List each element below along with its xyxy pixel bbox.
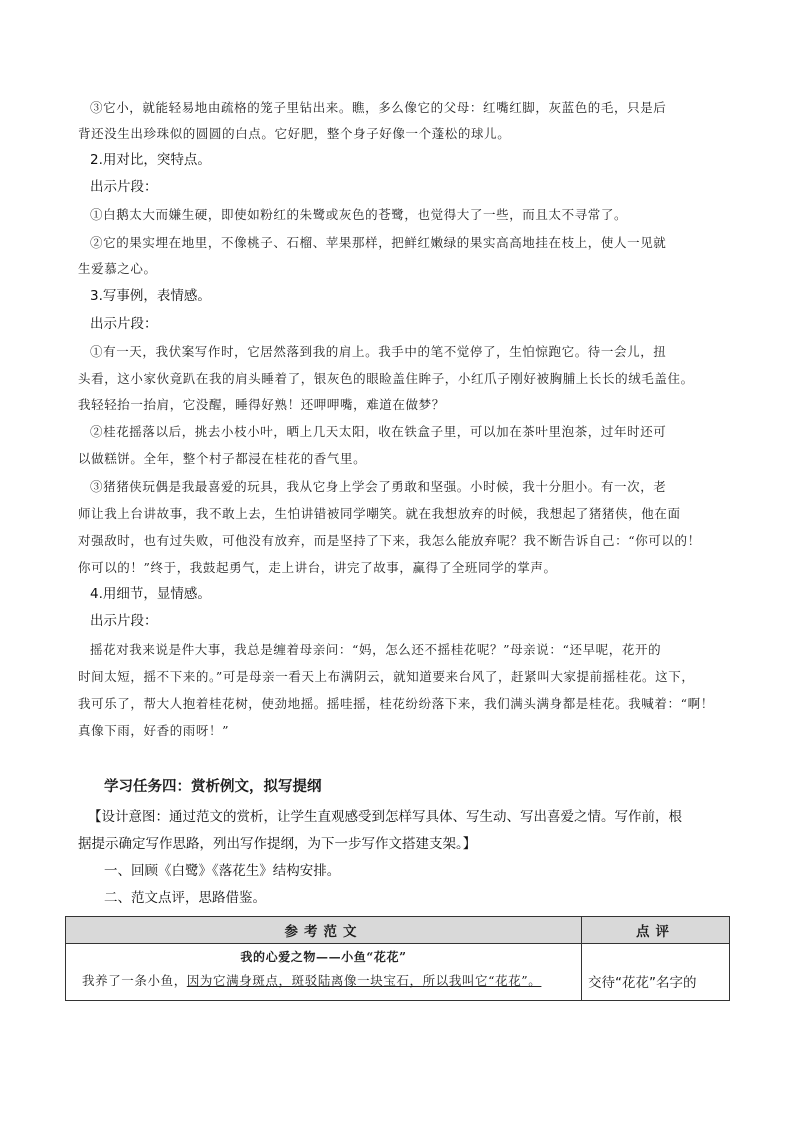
header-comment: 点评: [582, 917, 730, 944]
paragraph-line: 你可以的！”终于，我鼓起勇气，走上讲台，讲完了故事，赢得了全班同学的掌声。: [78, 560, 557, 575]
paragraph-line: 我可乐了，帮大人抱着桂花树，使劲地摇。摇哇摇，桂花纷纷落下来，我们满头满身都是桂花。我喊着：“啊！: [78, 696, 714, 711]
design-intent-line: 【设计意图：通过范文的赏析，让学生直观感受到怎样写具体、写生动、写出喜爱之情。写作前，根: [88, 809, 682, 825]
story-text: 我养了一条小鱼，: [82, 973, 187, 988]
show-fragment-label: 出示片段：: [90, 316, 158, 332]
design-intent-line: 据提示确定写作思路，列出写作提纲，为下一步写作文搭建支架。】: [78, 836, 477, 852]
paragraph-line: ②桂花摇落以后，挑去小枝小叶，晒上几天太阳，收在铁盒子里，可以加在茶叶里泡茶，过年时还可: [90, 424, 667, 439]
paragraph-line: 摇花对我来说是件大事，我总是缠着母亲问：“妈，怎么还不摇桂花呢？”母亲说：“还早呢，花开的: [90, 642, 662, 657]
header-reference-text: 参考范文: [66, 917, 582, 944]
paragraph-line: 对强敌时，也有过失败，可他没有放弃，而是坚持了下来，我怎么能放弃呢？我不断告诉自己：“你可以的！: [78, 533, 701, 548]
paragraph-line: ②它的果实埋在地里，不像桃子、石榴、苹果那样，把鲜红嫩绿的果实高高地挂在枝上，使人一见就: [90, 235, 667, 250]
paragraph-line: ③猪猪侠玩偶是我最喜爱的玩具，我从它身上学会了勇敢和坚强。小时候，我十分胆小。有一次，老: [90, 479, 667, 494]
paragraph-line: ①白鹅太大而嫌生硬，即使如粉红的朱鹭或灰色的苍鹭，也觉得大了一些，而且太不寻常了。: [90, 207, 628, 222]
section-heading: 2.用对比，突特点。: [90, 152, 211, 168]
paragraph-line: 真像下雨，好香的雨呀！”: [78, 723, 230, 738]
paragraph-line: 时间太短，摇不下来的。”可是母亲一看天上布满阴云，就知道要来台风了，赶紧叫大家提前摇桂花。这下，: [78, 669, 695, 684]
reference-table: [65, 916, 730, 1001]
show-fragment-label: 出示片段：: [90, 179, 158, 195]
story-underlined-text: 因为它满身斑点，斑驳陆离像一块宝石，所以我叫它“花花”。: [186, 973, 542, 988]
comment-cell: [582, 944, 730, 1001]
paragraph-line: ①有一天，我伏案写作时，它居然落到我的肩上。我手中的笔不觉停了，生怕惊跑它。待一会儿，扭: [90, 344, 667, 359]
section-heading: 4.用细节，显情感。: [90, 586, 211, 602]
task-item: 一、回顾《白鹭》《落花生》结构安排。: [104, 863, 341, 879]
story-title: 我的心爱之物——小鱼“花花”: [240, 950, 407, 964]
table-row: [66, 944, 730, 1001]
paragraph-line: 背还没生出珍珠似的圆圆的白点。它好肥，整个身子好像一个蓬松的球儿。: [78, 126, 511, 141]
show-fragment-label: 出示片段：: [90, 613, 158, 629]
paragraph-line: 生爱慕之心。: [78, 261, 157, 276]
comment-text: 交待“花花”名字的: [588, 975, 697, 991]
story-body: [66, 968, 581, 1000]
task-title: 学习任务四：赏析例文，拟写提纲: [104, 779, 322, 795]
paragraph-line: 师让我上台讲故事，我不敢上去，生怕讲错被同学嘲笑。就在我想放弃的时候，我想起了猪猪侠，他在面: [78, 506, 681, 521]
paragraph-line: 我轻轻抬一抬肩，它没醒，睡得好熟！还呷呷嘴，难道在做梦？: [78, 397, 445, 412]
reference-text-cell: [66, 944, 582, 1001]
paragraph-line: 以做糕饼。全年，整个村子都浸在桂花的香气里。: [78, 451, 367, 466]
table-header-row: [66, 917, 730, 944]
paragraph-line: 头看，这小家伙竟趴在我的肩头睡着了，银灰色的眼睑盖住眸子，小红爪子刚好被胸脯上长长的绒毛盖住。: [78, 371, 694, 386]
paragraph-line: ③它小，就能轻易地由疏格的笼子里钻出来。瞧，多么像它的父母：红嘴红脚，灰蓝色的毛，只是后: [90, 100, 667, 115]
task-item: 二、范文点评，思路借鉴。: [104, 890, 266, 906]
section-heading: 3.写事例，表情感。: [90, 288, 211, 304]
